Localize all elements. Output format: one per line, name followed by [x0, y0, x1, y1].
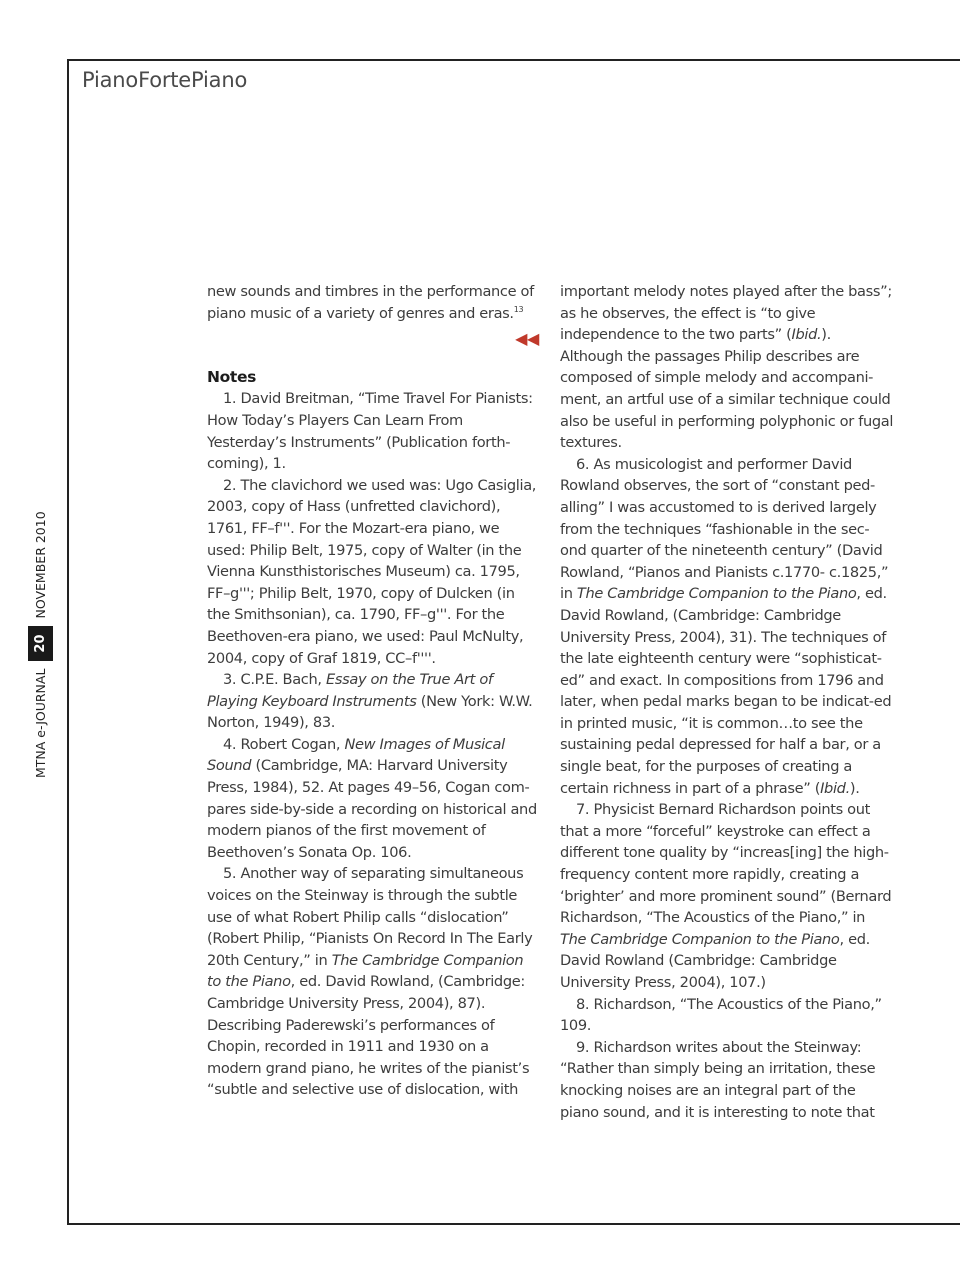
note-5: 5. Another way of separating simultaneous voices on the Steinway is through the subtle use of what Robert Philip calls “dislocation” (Robert Philip, “Pianists On Record In The Early 20th Century,” in The Cambridge Companion to the Piano, ed. David Rowland, (Cambridge: Cambridge University Press, 2004), 87). Describing Paderewski’s performances of Chopin, recorded in 1911 and 1930 on a modern grand piano, he writes of the pianist’s “subtle and selective use of dislocation, with [207, 865, 533, 1099]
intro-paragraph: new sounds and timbres in the performance of piano music of a variety of genres and eras.$^{13}$ [207, 283, 534, 322]
note-6: 6. As musicologist and performer David Rowland observes, the sort of “constant ped-alling” I was accustomed to is derived largely from the techniques “fashionable in the sec-ond quarter of the nineteenth century” (David Rowland, “Pianos and Pianists c.1770- c.1825,” in The Cambridge Companion to the Piano, ed. David Rowland, (Cambridge: Cambridge University Press, 2004), 31). The techniques of the late eighteenth century were “sophisticat-ed” and exact. In compositions from 1796 and later, when pedal marks began to be indicat-ed in printed music, “it is common…to see the sustaining pedal depressed for half a bar, or a single beat, for the purposes of creating a certain richness in part of a phrase” (Ibid.). [560, 455, 892, 797]
magazine-section-title: PianoFortePiano [82, 68, 248, 92]
footnote-ref: 13 [513, 304, 524, 314]
note-9: 9. Richardson writes about the Steinway: “Rather than simply being an irritation, these knocking noises are an integral part of the piano sound, and it is interesting to note that [560, 1038, 876, 1121]
issue-date: NOVEMBER 2010 [33, 511, 48, 619]
note-1: 1. David Breitman, “Time Travel For Pianists: How Today’s Players Can Learn From Yesterday’s Instruments” (Publication forth-coming), 1. [207, 390, 533, 473]
right-column [560, 281, 894, 1123]
left-column [207, 281, 541, 1101]
note-8: 8. Richardson, “The Acoustics of the Piano,” 109. [560, 995, 882, 1035]
notes-heading: Notes [207, 367, 257, 386]
note-5-continued: important melody notes played after the bass”; as he observes, the effect is “to give independence to the two parts” (Ibid.). Although the passages Philip describes are composed of simple melody and accompani-ment, an artful use of a similar technique could also be useful in performing polyphonic or fugal textures. [560, 283, 894, 452]
side-folio [28, 511, 53, 778]
note-7: 7. Physicist Bernard Richardson points out that a more “forceful” keystroke can effect a different tone quality by “increas[ing] the high-frequency content more rapidly, creating a ‘brighter’ and more prominent sound” (Bernard Richardson, “The Acoustics of the Piano,” in The Cambridge Companion to the Piano, ed. David Rowland (Cambridge: Cambridge University Press, 2004), 107.) [560, 801, 892, 991]
note-2: 2. The clavichord we used was: Ugo Casiglia, 2003, copy of Hass (unfretted clavichord), 1761, FF–f'''. For the Mozart-era piano, we used: Philip Belt, 1975, copy of Walter (in the Vienna Kunsthistorisches Museum) ca. 1795, FF–g'''; Philip Belt, 1970, copy of Dulcken (in the Smithsonian), ca. 1790, FF–g'''. For the Beethoven-era piano, we used: Paul McNulty, 2004, copy of Graf 1819, CC–f''''. [207, 476, 537, 667]
page-number: 20 [28, 626, 53, 660]
note-3: 3. C.P.E. Bach, Essay on the True Art of Playing Keyboard Instruments (New York: W.W. Norton, 1949), 83. [207, 671, 533, 732]
note-4: 4. Robert Cogan, New Images of Musical Sound (Cambridge, MA: Harvard University Press, 1984), 52. At pages 49–56, Cogan com-pares side-by-side a recording on historical and modern pianos of the first movement of Beethoven’s Sonata Op. 106. [207, 735, 537, 861]
journal-name: MTNA e-JOURNAL [33, 668, 48, 778]
end-of-article-icon: ◀◀ [515, 329, 539, 349]
